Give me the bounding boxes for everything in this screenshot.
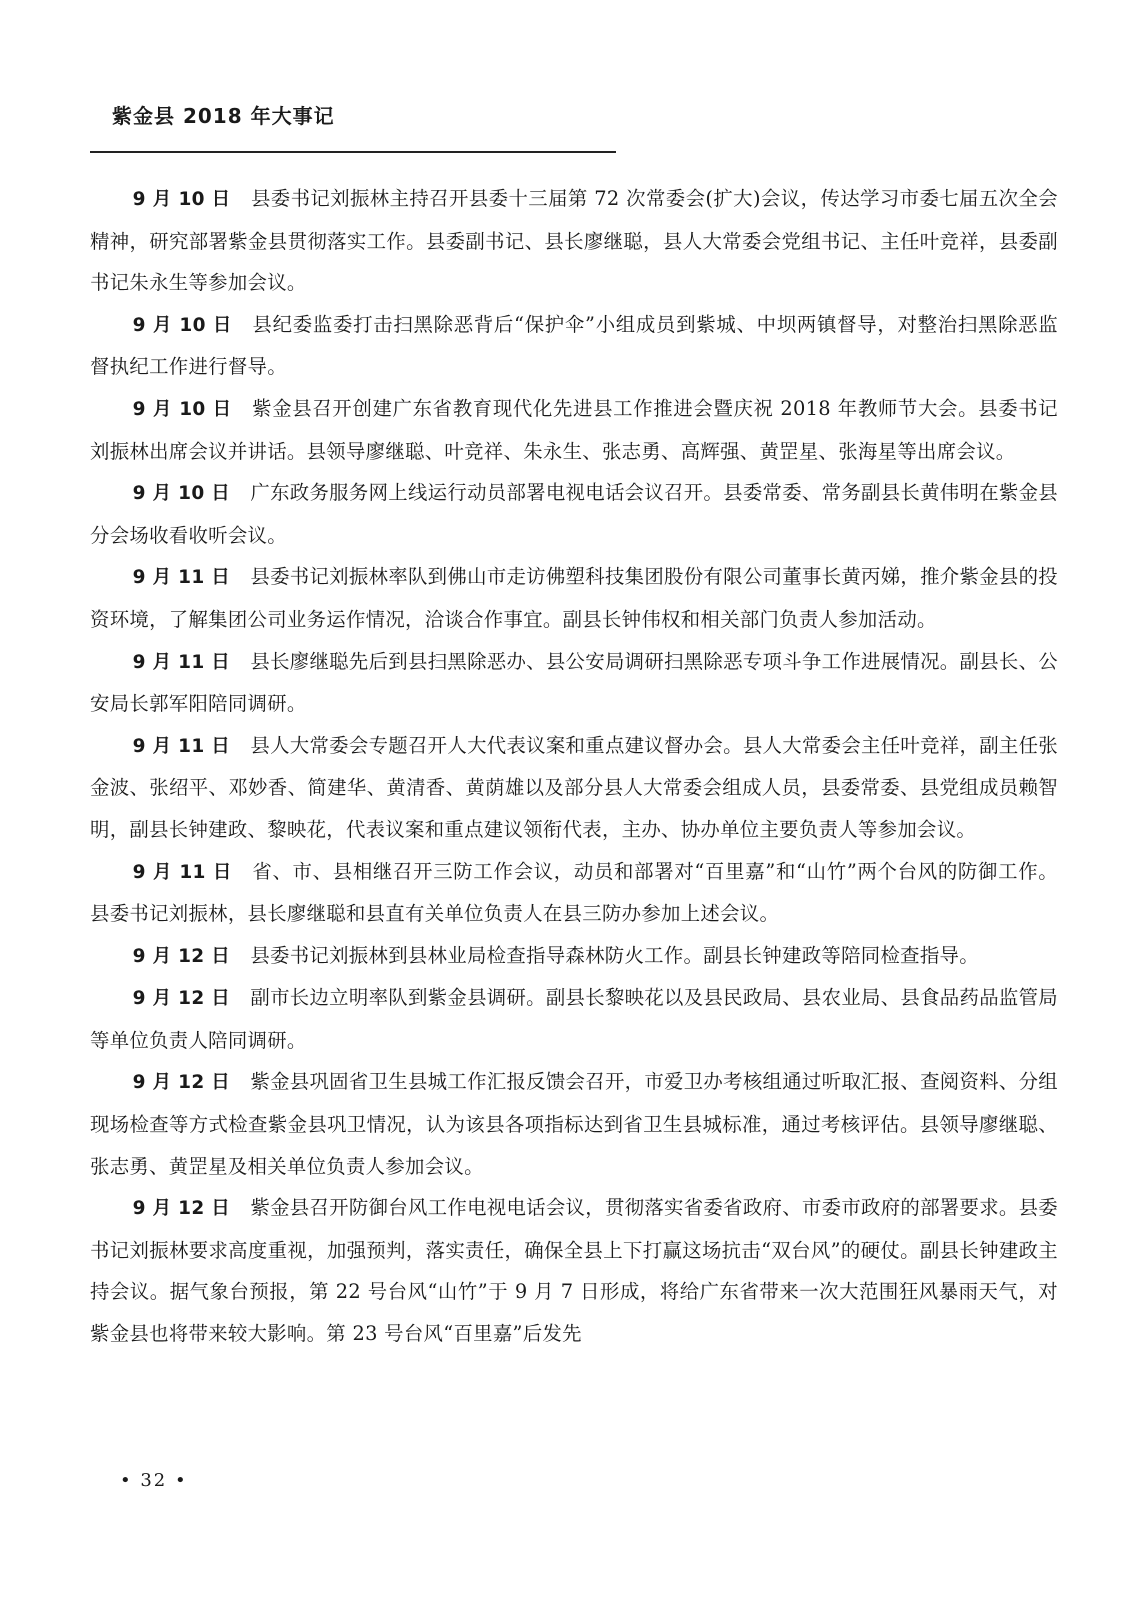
page-header-title: 紫金县 2018 年大事记 bbox=[112, 104, 335, 128]
entry-date: 9 月 10 日 bbox=[132, 189, 231, 210]
chronicle-entry bbox=[90, 304, 1058, 388]
header-divider bbox=[90, 151, 616, 153]
entry-date: 9 月 11 日 bbox=[132, 735, 231, 757]
entry-text: 省、市、县相继召开三防工作会议，动员和部署对“百里嘉”和“山竹”两个台风的防御工作。县委书记刘振林，县长廖继聪和县直有关单位负责人在县三防办参加上述会议。 bbox=[90, 859, 1058, 926]
entry-text: 县委书记刘振林率队到佛山市走访佛塑科技集团股份有限公司董事长黄丙娣，推介紫金县的投资环境，了解集团公司业务运作情况，洽谈合作事宜。副县长钟伟权和相关部门负责人参加活动。 bbox=[90, 565, 1058, 631]
entry-text: 紫金县召开创建广东省教育现代化先进县工作推进会暨庆祝 2018 年教师节大会。县委书记刘振林出席会议并讲话。县领导廖继聪、叶竞祥、朱永生、张志勇、高辉强、黄罡星、张海星等出席会议。 bbox=[90, 396, 1058, 463]
entry-date: 9 月 12 日 bbox=[132, 945, 231, 967]
chronicle-entry bbox=[90, 641, 1058, 725]
chronicle-entry bbox=[90, 178, 1058, 304]
chronicle-entry bbox=[90, 1187, 1058, 1354]
entry-text: 广东政务服务网上线运行动员部署电视电话会议召开。县委常委、常务副县长黄伟明在紫金县分会场收看收听会议。 bbox=[90, 481, 1058, 547]
entry-date: 9 月 10 日 bbox=[132, 483, 231, 505]
entry-date: 9 月 12 日 bbox=[132, 1072, 231, 1094]
entry-date: 9 月 11 日 bbox=[132, 651, 231, 673]
chronicle-entry bbox=[90, 1061, 1058, 1187]
entry-date: 9 月 11 日 bbox=[132, 567, 231, 589]
entry-text: 县长廖继聪先后到县扫黑除恶办、县公安局调研扫黑除恶专项斗争工作进展情况。副县长、公安局长郭军阳陪同调研。 bbox=[90, 649, 1058, 716]
chronicle-entry bbox=[90, 977, 1058, 1061]
chronicle-entry bbox=[90, 472, 1058, 556]
entry-date: 9 月 11 日 bbox=[132, 861, 233, 883]
entry-date: 9 月 10 日 bbox=[132, 314, 233, 336]
entry-date: 9 月 12 日 bbox=[132, 1198, 231, 1220]
entry-date: 9 月 12 日 bbox=[132, 988, 231, 1010]
entry-text: 副市长边立明率队到紫金县调研。副县长黎映花以及县民政局、县农业局、县食品药品监管局等单位负责人陪同调研。 bbox=[90, 986, 1058, 1052]
entry-text: 县委书记刘振林主持召开县委十三届第 72 次常委会(扩大)会议，传达学习市委七届五次全会精神，研究部署紫金县贯彻落实工作。县委副书记、县长廖继聪，县人大常委会党组书记、主任叶竞祥，县委副书记朱永生等参加会议。 bbox=[90, 187, 1058, 295]
chronicle-body bbox=[90, 178, 1058, 1355]
entry-date: 9 月 10 日 bbox=[132, 398, 232, 420]
chronicle-entry bbox=[90, 851, 1058, 935]
entry-text: 县纪委监委打击扫黑除恶背后“保护伞”小组成员到紫城、中坝两镇督导，对整治扫黑除恶监督执纪工作进行督导。 bbox=[90, 312, 1058, 379]
entry-text: 紫金县召开防御台风工作电视电话会议，贯彻落实省委省政府、市委市政府的部署要求。县委书记刘振林要求高度重视，加强预判，落实责任，确保全县上下打赢这场抗击“双台风”的硬仗。副县长钟建政主持会议。据气象台预报，第 22 号台风“山竹”于 9 月 7 日形成，将给广东省带来一次大范围狂风暴雨天气，对紫金县也将带来较大影响。第 23 号台风“百里嘉”后发先 bbox=[90, 1196, 1058, 1346]
chronicle-entry bbox=[90, 388, 1058, 472]
page-number: • 32 • bbox=[120, 1470, 188, 1491]
entry-text: 县人大常委会专题召开人大代表议案和重点建议督办会。县人大常委会主任叶竞祥，副主任张金波、张绍平、邓妙香、简建华、黄清香、黄荫雄以及部分县人大常委会组成人员，县委常委、县党组成员赖智明，副县长钟建政、黎映花，代表议案和重点建议领衔代表，主办、协办单位主要负责人等参加会议。 bbox=[90, 733, 1058, 841]
chronicle-entry bbox=[90, 935, 1058, 978]
chronicle-entry bbox=[90, 725, 1058, 851]
chronicle-entry bbox=[90, 556, 1058, 640]
entry-text: 县委书记刘振林到县林业局检查指导森林防火工作。副县长钟建政等陪同检查指导。 bbox=[250, 943, 979, 967]
entry-text: 紫金县巩固省卫生县城工作汇报反馈会召开，市爱卫办考核组通过听取汇报、查阅资料、分组现场检查等方式检查紫金县巩卫情况，认为该县各项指标达到省卫生县城标准，通过考核评估。县领导廖继聪、张志勇、黄罡星及相关单位负责人参加会议。 bbox=[90, 1070, 1058, 1178]
